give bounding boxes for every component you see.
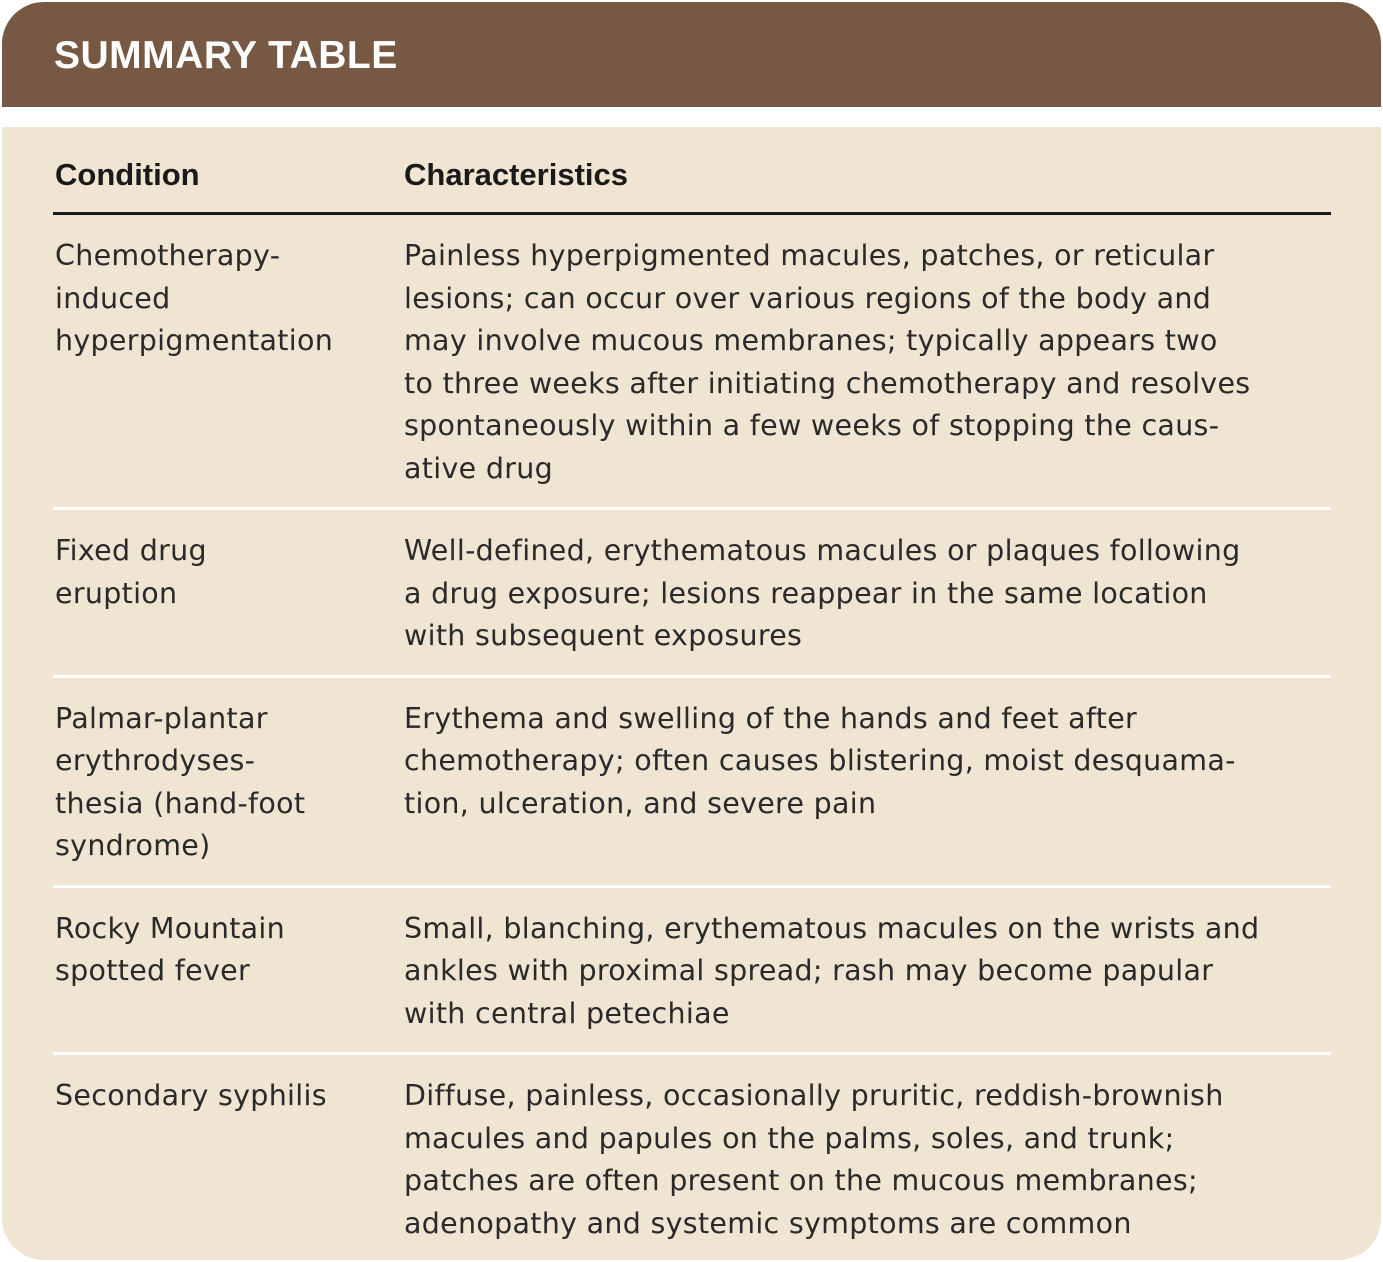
title-banner [2,2,1381,107]
cell-text-line: spontaneously within a few weeks of stopping the caus- [404,409,1220,442]
cell-text-line: adenopathy and systemic symptoms are common [404,1206,1132,1240]
cell-text-line: with central petechiae [404,996,730,1030]
table-row [53,678,1331,888]
table-row [53,215,1331,510]
condition-cell [53,698,404,868]
cell-text-line: a drug exposure; lesions reappear in the same location [404,576,1208,610]
table-row [53,888,1331,1056]
characteristics-cell [404,530,1331,658]
cell-text-line: Palmar-plantar [55,701,268,735]
cell-text-line: induced [55,281,171,315]
cell-text-line: syndrome) [55,829,211,862]
column-header-condition: Condition [55,157,200,192]
cell-text-line: patches are often present on the mucous membranes; [404,1164,1198,1197]
cell-text-line: chemotherapy; often causes blistering, moist desquama- [404,744,1236,777]
condition-cell [53,530,404,658]
column-header-characteristics: Characteristics [404,157,629,192]
cell-text-line: tion, ulceration, and severe pain [404,786,877,820]
table-row [53,1055,1331,1260]
cell-text-line: Fixed drug [55,534,207,567]
table-header [53,127,1331,215]
cell-text-line: ankles with proximal spread; rash may become papular [404,954,1214,987]
summary-table [53,127,1331,1260]
summary-table-card [2,2,1381,1260]
cell-text-line: thesia (hand-foot [55,786,306,820]
banner-gap [2,107,1381,127]
cell-text-line: Well-defined, erythematous macules or plaques following [404,534,1241,567]
characteristics-cell [404,698,1331,868]
cell-text-line: ative drug [404,451,553,485]
condition-cell [53,235,404,490]
cell-text-line: with subsequent exposures [404,619,803,652]
condition-cell [53,908,404,1036]
cell-text-line: Secondary syphilis [55,1079,327,1112]
table-title: SUMMARY TABLE [54,34,398,77]
characteristics-cell [404,235,1331,490]
cell-text-line: Diffuse, painless, occasionally pruritic, reddish-brownish [404,1079,1224,1112]
table-body [53,215,1331,1260]
cell-text-line: eruption [55,576,178,610]
cell-text-line: Painless hyperpigmented macules, patches, or reticular [404,239,1215,272]
cell-text-line: Rocky Mountain [55,911,286,945]
table-row [53,510,1331,678]
cell-text-line: lesions; can occur over various regions of the body and [404,281,1212,315]
cell-text-line: spotted fever [55,954,250,987]
cell-text-line: Chemotherapy- [55,239,281,272]
cell-text-line: Small, blanching, erythematous macules on the wrists and [404,911,1260,945]
condition-cell [53,1075,404,1245]
cell-text-line: hyperpigmentation [55,324,334,357]
cell-text-line: macules and papules on the palms, soles, and trunk; [404,1121,1175,1155]
cell-text-line: erythrodyses- [55,744,256,777]
cell-text-line: to three weeks after initiating chemotherapy and resolves [404,366,1251,400]
characteristics-cell [404,1075,1331,1245]
cell-text-line: Erythema and swelling of the hands and feet after [404,701,1138,735]
cell-text-line: may involve mucous membranes; typically appears two [404,324,1218,357]
characteristics-cell [404,908,1331,1036]
